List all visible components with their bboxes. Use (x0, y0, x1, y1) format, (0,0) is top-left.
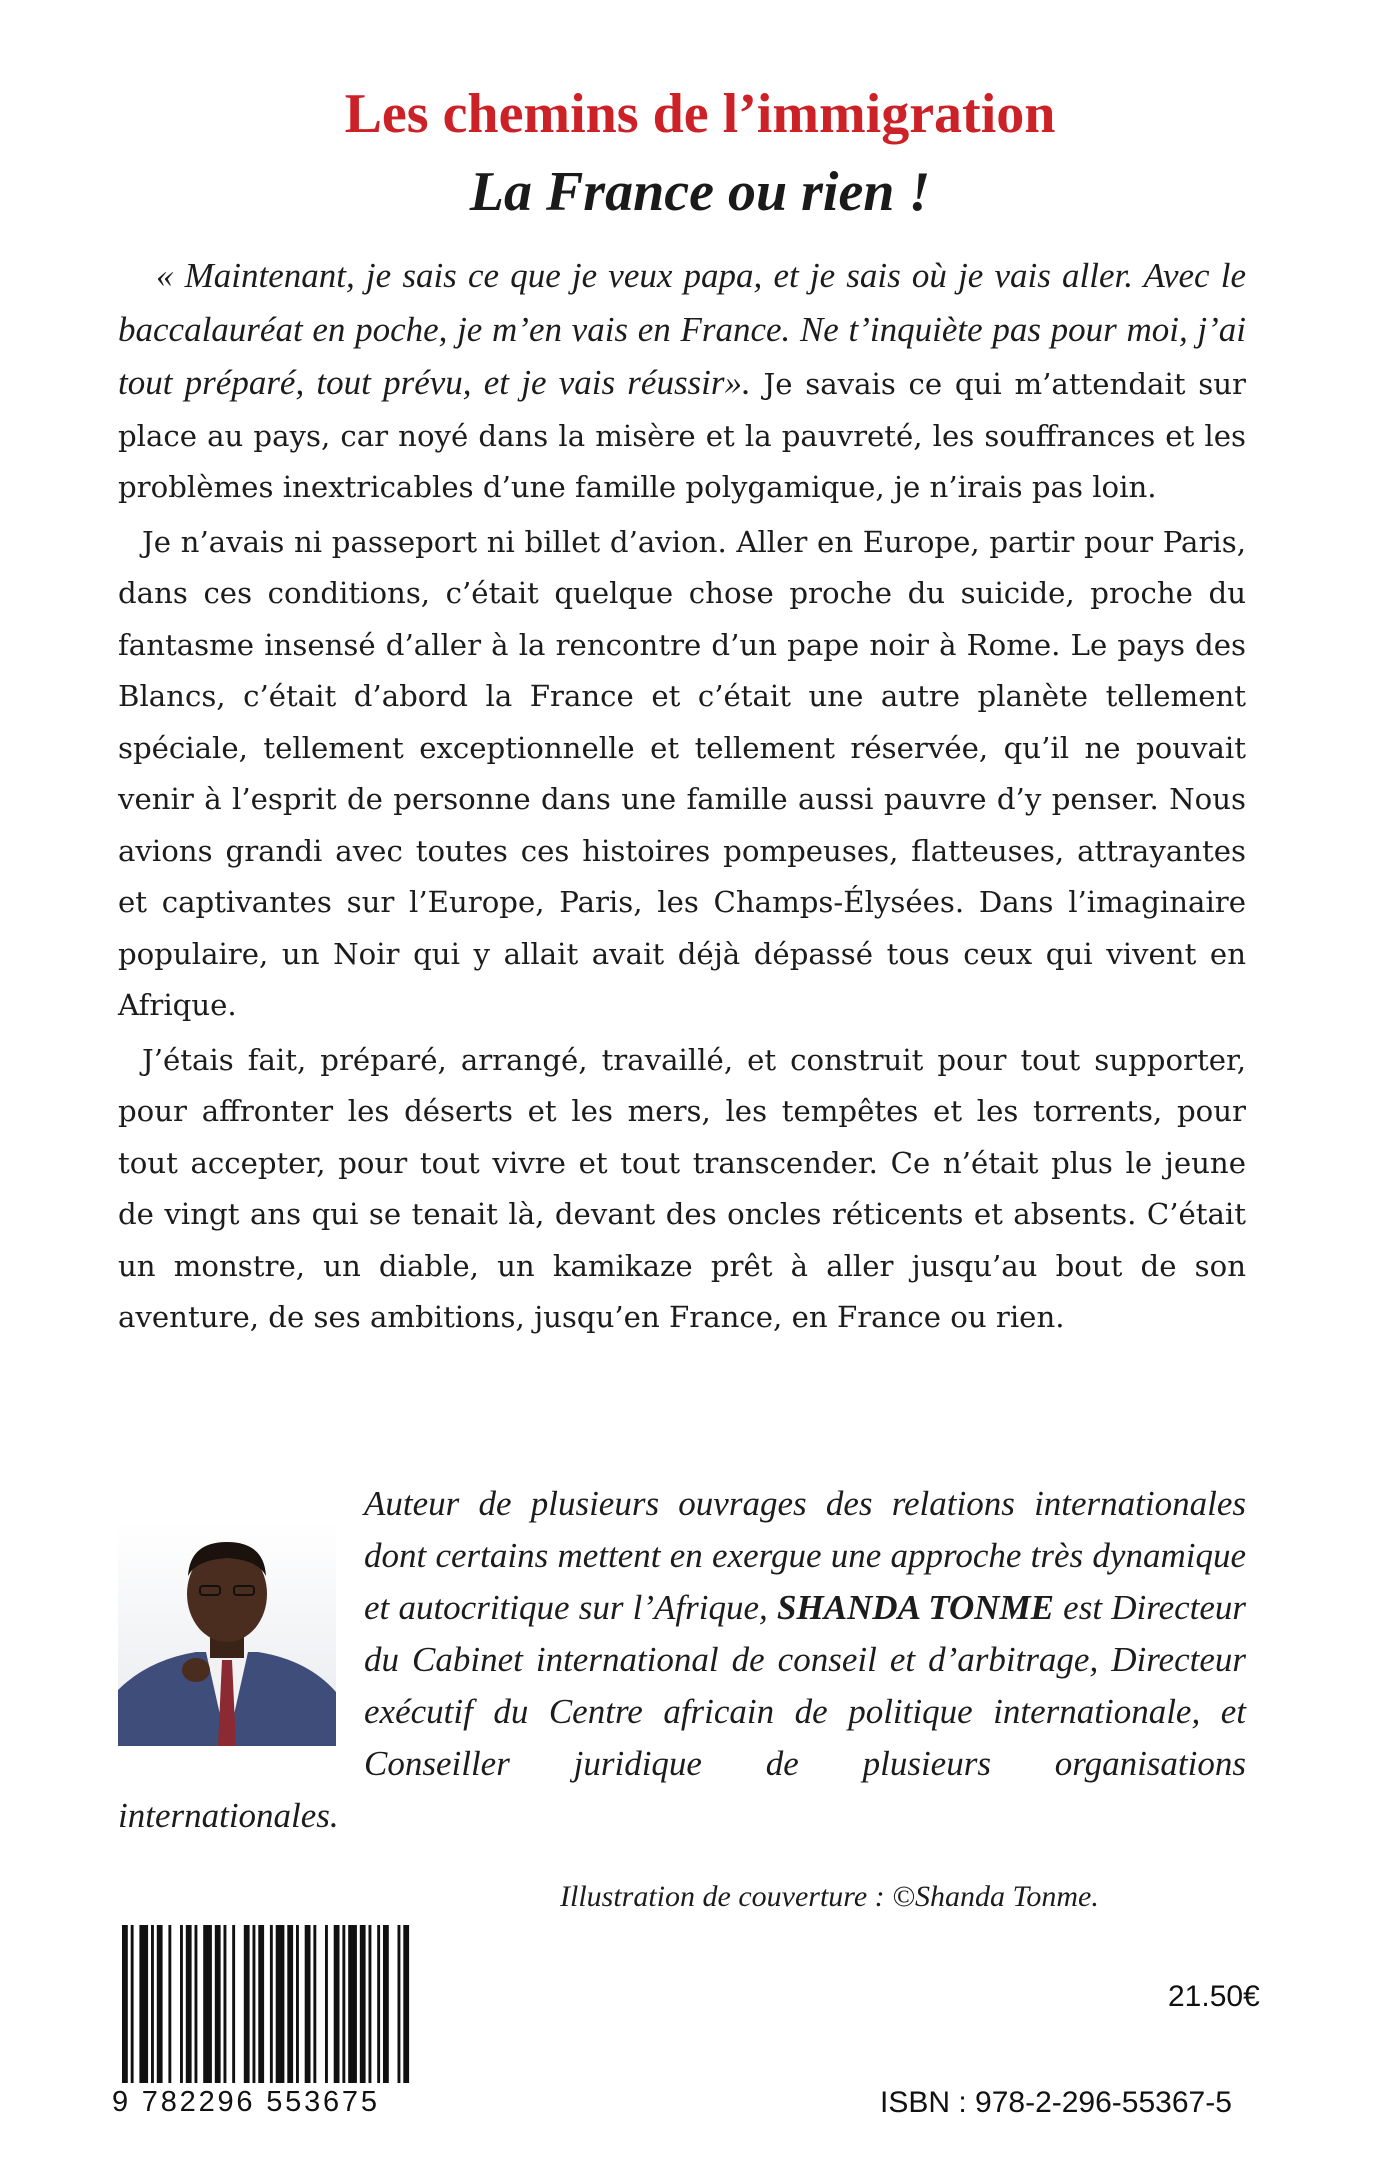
paragraph-1-rest: Je savais ce qui m’attendait sur place au pays, car noyé dans la misère et la pauvreté, les souffrances et les problèmes inextricables d’une famille polygamique, je n’irais pas loin. (118, 367, 1246, 504)
cover-credit: Illustration de couverture : ©Shanda Tonme. (560, 1880, 1099, 1913)
barcode-bar (369, 1925, 372, 2083)
barcode-bar (296, 1925, 299, 2083)
barcode-bar (377, 1925, 380, 2083)
barcode (112, 1925, 412, 2093)
author-photo (118, 1520, 336, 1746)
barcode-bar (342, 1925, 345, 2083)
barcode-bar (258, 1925, 264, 2083)
book-subtitle: La France ou rien ! (469, 161, 931, 223)
isbn: ISBN : 978-2-296-55367-5 (880, 2086, 1232, 2119)
barcode-bar (157, 1925, 163, 2083)
barcode-bar (270, 1925, 273, 2083)
barcode-bar (403, 1925, 409, 2083)
barcode-bar (232, 1925, 235, 2083)
barcode-bar (131, 1925, 134, 2083)
barcode-bar (203, 1925, 212, 2083)
barcode-bar (195, 1925, 198, 2083)
opening-quote: « Maintenant, je sais ce que je veux papa, et je sais où je vais aller. Avec le baccalauréat en poche, je m’en vais en France. Ne t’inquiète pas pour moi, j’ai tout préparé, tout prévu, et je vais réussir». (118, 256, 1246, 402)
barcode-bar (325, 1925, 328, 2083)
barcode-bar (215, 1925, 221, 2083)
barcode-bar (383, 1925, 389, 2083)
barcode-bar (139, 1925, 148, 2083)
book-title: Les chemins de l’immigration (344, 83, 1056, 145)
bio-text-end: est Directeur du Cabinet international de conseil et d’arbitrage, Directeur exécutif du Centre africain de politique internationale, et Conseiller juridique de plusieurs organisations internationales. (118, 1588, 1247, 1835)
barcode-bar (151, 1925, 154, 2083)
barcode-bar (334, 1925, 340, 2083)
author-name: SHANDA TONME (777, 1588, 1054, 1627)
barcode-bar (122, 1925, 128, 2083)
price: 21.50€ (1168, 1980, 1260, 2013)
summary-paragraph-3: J’étais fait, préparé, arrangé, travaillé, et construit pour tout supporter, pour affronter les déserts et les mers, les tempêtes et les torrents, pour tout accepter, pour tout vivre et tout transcender. Ce n’était plus le jeune de vingt ans qui se tenait là, devant des oncles réticents et absents. C’était un monstre, un diable, un kamikaze prêt à aller jusqu’au bout de son aventure, de ses ambitions, jusqu’en France, en France ou rien. (118, 1042, 1246, 1334)
barcode-digits: 9 782296 553675 (112, 2086, 380, 2118)
barcode-bar (287, 1925, 293, 2083)
barcode-bar (313, 1925, 316, 2083)
barcode-bar (360, 1925, 366, 2083)
summary-paragraph-2: Je n’avais ni passeport ni billet d’avion. Aller en Europe, partir pour Paris, dans ces conditions, c’était quelque chose proche du suicide, proche du fantasme insensé d’aller à la rencontre d’un pape noir à Rome. Le pays des Blancs, c’était d’abord la France et c’était une autre planète tellement spéciale, tellement exceptionnelle et tellement réservée, qu’il ne pouvait venir à l’esprit de personne dans une famille aussi pauvre d’y penser. Nous avions grandi avec toutes ces histoires pompeuses, flatteuses, attrayantes et captivantes sur l’Europe, Paris, les Champs-Élysées. Dans l’imaginaire populaire, un Noir qui y allait avait déjà dépassé tous ceux qui vivent en Afrique. (118, 524, 1246, 1022)
barcode-bar (253, 1925, 256, 2083)
author-bio (118, 1478, 1246, 1842)
summary-text (118, 250, 1246, 1347)
barcode-bar (180, 1925, 183, 2083)
barcode-bar (305, 1925, 311, 2083)
summary-paragraph-1 (118, 250, 1246, 514)
barcode-bar (398, 1925, 401, 2083)
barcode-bar (224, 1925, 227, 2083)
barcode-bar (244, 1925, 250, 2083)
barcode-bar (276, 1925, 285, 2083)
bio-text-start: Auteur de plusieurs ouvrages des relations internationales dont certains mettent en exergue une approche très dynamique et autocritique sur l’Afrique, (364, 1484, 1246, 1627)
barcode-bar (348, 1925, 357, 2083)
barcode-bar (168, 1925, 171, 2083)
barcode-bar (186, 1925, 192, 2083)
